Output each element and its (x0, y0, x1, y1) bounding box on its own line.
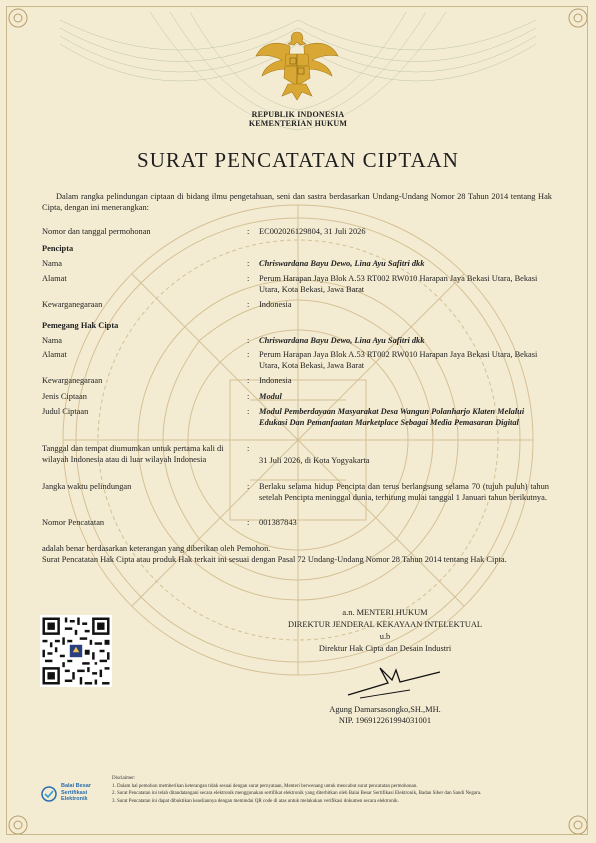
work-type: Modul (259, 392, 282, 401)
creator-address: Perum Harapan Jaya Blok A.53 RT002 RW010 Harapan Jaya Bekasi Utara, Bekasi Utara, Kota Bekasi, Jawa Barat (259, 274, 538, 294)
colon: : (247, 227, 250, 236)
creator-nationality-label: Kewarganegaraan (42, 300, 103, 309)
colon: : (247, 350, 250, 359)
holder-nationality: Indonesia (259, 376, 292, 385)
colon: : (247, 392, 250, 401)
colon: : (247, 259, 250, 268)
qr-code[interactable] (40, 615, 112, 687)
period-label: Jangka waktu pelindungan (42, 482, 132, 491)
application-value: EC002026129804, 31 Juli 2026 (259, 227, 366, 236)
colon: : (247, 336, 250, 345)
signature-line-1: a.n. MENTERI HUKUM (342, 608, 428, 617)
page-title: SURAT PENCATATAN CIPTAAN (137, 148, 459, 172)
closing-line-2: Surat Pencatatan Hak Cipta atau produk Hak terkait ini sesuai dengan Pasal 72 Undang-Undang Nomor 28 Tahun 2014 tentang Hak Cipta. (42, 555, 507, 564)
disclaimer-notes (112, 775, 562, 805)
signature-line-2: DIREKTUR JENDERAL KEKAYAAN INTELEKTUAL (287, 620, 483, 629)
work-title: Modul Pemberdayaan Masyarakat Desa Wangun Polanharjo Klaten Melalui Edukasi Dan Pemanfaatan Marketplace Sebagai Media Pemasaran Digital (259, 407, 525, 427)
work-title-label: Judul Ciptaan (42, 407, 89, 416)
handwritten-signature (340, 660, 450, 705)
creator-name-label: Nama (42, 259, 62, 268)
signature-line-4: Direktur Hak Cipta dan Desain Industri (318, 644, 452, 653)
header-country: REPUBLIK INDONESIA (251, 110, 345, 119)
disclaimer-item-2: 2. Surat Pencatatan ini telah ditandatangani secara elektronik menggunakan sertifikat elektronik yang diterbitkan oleh Balai Besar Sertifikasi Elektronik, Badan Siber dan Sandi Negara. (112, 791, 482, 796)
colon: : (247, 518, 250, 527)
colon: : (247, 482, 250, 491)
disclaimer-heading: Disclaimer: (112, 776, 136, 781)
bsre-line-3: Elektronik (61, 796, 88, 802)
announce-value: 31 Juli 2026, di Kota Yogyakarta (259, 456, 370, 465)
colon: : (247, 376, 250, 385)
signer-name: Agung Damarsasongko,SH.,MH. (329, 705, 441, 714)
colon: : (247, 274, 250, 283)
colon: : (247, 407, 250, 416)
application-label: Nomor dan tanggal permohonan (42, 227, 151, 236)
holder-nationality-label: Kewarganegaraan (42, 376, 103, 385)
signature-line-3: u.b (379, 632, 391, 641)
colon: : (247, 300, 250, 309)
disclaimer-item-3: 3. Surat Pencatatan ini dapat dibuktikan keasliannya dengan memindai QR code di atas untuk melakukan verifikasi dokumen secara elektronik. (112, 798, 399, 804)
bsre-line-2: Sertifikasi (61, 789, 88, 796)
colon: : (247, 444, 250, 453)
creator-name: Chriswardana Bayu Dewo, Lina Ayu Safitri dkk (259, 259, 425, 268)
section-creator: Pencipta (42, 244, 74, 253)
bsre-label (61, 783, 91, 803)
signer-nip: NIP. 196912261994031001 (338, 716, 432, 725)
disclaimer-item-1: 1. Dalam hal pemohon memberikan keterangan tidak sesuai dengan surat pernyataan, Menteri berwenang untuk mencabut surat pencatatan permohonan. (112, 783, 418, 789)
header-ministry: KEMENTERIAN HUKUM (248, 119, 348, 128)
holder-name: Chriswardana Bayu Dewo, Lina Ayu Safitri dkk (259, 336, 425, 345)
holder-address: Perum Harapan Jaya Blok A.53 RT002 RW010 Harapan Jaya Bekasi Utara, Bekasi Utara, Kota Bekasi, Jawa Barat (259, 350, 538, 370)
holder-address-label: Alamat (42, 350, 67, 359)
period-value: Berlaku selama hidup Pencipta dan terus berlangsung selama 70 (tujuh puluh) tahun setelah Pencipta meninggal dunia, terhitung mulai tanggal 1 Januari tahun berikutnya. (259, 482, 549, 502)
bsre-line-1: Balai Besar (61, 783, 91, 789)
intro-paragraph: Dalam rangka pelindungan ciptaan di bidang ilmu pengetahuan, seni dan sastra berdasarkan Undang-Undang Nomor 28 Tahun 2014 tentang Hak Cipta, dengan ini menerangkan: (42, 192, 552, 212)
creator-nationality: Indonesia (259, 300, 292, 309)
closing-line-1: adalah benar berdasarkan keterangan yang diberikan oleh Pemohon. (42, 544, 271, 553)
record-label: Nomor Pencatatan (42, 518, 105, 527)
holder-name-label: Nama (42, 336, 62, 345)
section-holder: Pemegang Hak Cipta (42, 321, 119, 330)
announce-label: Tanggal dan tempat diumumkan untuk pertama kali di wilayah Indonesia atau di luar wilayah Indonesia (42, 444, 224, 464)
record-value: 001387843 (259, 518, 297, 527)
garuda-emblem-icon (252, 26, 342, 106)
closing-text (42, 543, 552, 565)
work-type-label: Jenis Ciptaan (42, 392, 87, 401)
creator-address-label: Alamat (42, 274, 67, 283)
